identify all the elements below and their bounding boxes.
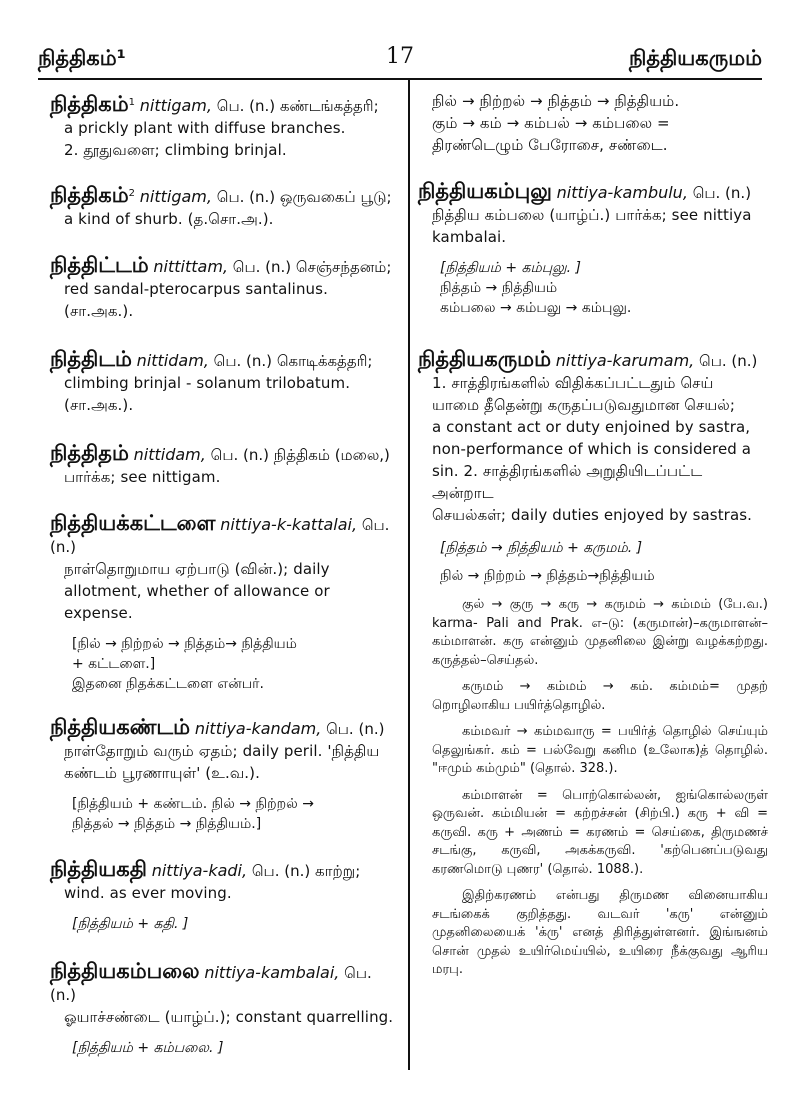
etymology-notes: [432, 596, 768, 980]
entry-nittittam: [50, 254, 398, 322]
note-paragraph: கம்மாளன் = பொற்கொல்லன், ஐங்கொல்லருள் ஒருவன். கம்மியன் = கற்றச்சன் (சிற்பி.) கரு + வி = கருவி. கரு + அணம் = கரணம் = செய்கை, திருமணச் சடங்கு, கருவி, அகக்கருவி. 'கற்பெனப்படுவது கரணமொடு புணர' (தொல். 1088.).: [432, 787, 768, 877]
entry-nittigam-2: [50, 183, 398, 230]
definition-line: கொடிக்கத்தரி;: [276, 352, 373, 370]
homonym-number: 1: [128, 97, 135, 108]
headword: நித்தியகண்டம்: [50, 715, 191, 739]
definition-line: 2. தூதுவளை; climbing brinjal.: [64, 141, 287, 159]
transliteration: nittiya-kadi,: [151, 861, 248, 880]
etymology-line: [நித்தியம் + கம்பலை. ]: [72, 1040, 224, 1056]
headword: நித்தியகருமம்: [418, 347, 551, 371]
entry-nittiya-karumam: [418, 348, 768, 586]
transliteration: nittidam,: [133, 445, 206, 464]
etymology-line: [நித்தியம் + கதி. ]: [72, 916, 189, 932]
etymology-line: இதனை நிதக்கட்டளை என்பர்.: [72, 676, 264, 692]
header-left-guideword: நித்திகம்¹: [38, 46, 126, 70]
part-of-speech: பெ. (n.): [210, 446, 269, 464]
definition-line: ஓயாச்சண்டை (யாழ்ப்.); constant quarrelling.: [64, 1008, 394, 1026]
transliteration: nittigam,: [139, 96, 212, 115]
column-divider: [408, 80, 410, 1070]
transliteration: nittidam,: [136, 351, 209, 370]
headword: நித்திதம்: [50, 441, 129, 465]
note-paragraph: கருமம் → கம்மம் → கம். கம்மம்= முதற் றொழிலாகிய பயிர்த்தொழில்.: [432, 679, 768, 713]
etymology-line: நில் → நிற்றம் → நித்தம்→நித்தியம்: [440, 568, 655, 584]
transliteration: nittiya-karumam,: [555, 351, 695, 370]
etymology-line: + கட்டளை.]: [72, 656, 156, 672]
etymology-line: [நித்தியம் + கம்புலு. ]: [440, 260, 581, 276]
note-paragraph: கம்மவர் → கம்மவாரு = பயிர்த் தொழில் செய்யும் தெலுங்கர். கம் = பல்வேறு கனிம (உலோக)த் தொழில். "ஈமும் கம்மும்" (தொல். 328.).: [432, 724, 768, 776]
transliteration: nittigam,: [139, 187, 212, 206]
part-of-speech: பெ. (n.): [50, 964, 372, 1004]
entry-nittiya-kadi: [50, 858, 398, 934]
definition-line: நாள்தோறும் வரும் ஏதம்; daily peril. 'நித்திய: [64, 742, 380, 760]
entry-nittiya-kandam: [50, 716, 398, 834]
part-of-speech: பெ. (n.): [251, 862, 311, 880]
definition-line: செஞ்சந்தனம்;: [295, 258, 392, 276]
definition-line: ஒருவகைப் பூடு;: [279, 188, 392, 206]
note-paragraph: குல் → குரு → கரு → கருமம் → கம்மம் (பே.வ.) karma- Pali and Prak. எ–டு: (கருமான்)–கருமாளன்– கம்மாளன். கரு என்னும் முதனிலை இன்று வழக்கற்றது. கருத்தல்–செய்தல்.: [432, 597, 768, 668]
part-of-speech: பெ. (n.): [699, 352, 758, 370]
definition-line: நாள்தொறுமாய ஏற்பாடு (வின்.); daily: [64, 560, 330, 578]
continuation-line: திரண்டெழும் பேரோசை, சண்டை.: [432, 136, 668, 154]
transliteration: nittiya-kandam,: [194, 719, 322, 738]
definition-line: 1. சாத்திரங்களில் விதிக்கப்பட்டதும் செய்: [432, 374, 714, 392]
left-column: [50, 90, 398, 1058]
entry-nittiya-kambulu: [418, 180, 768, 318]
part-of-speech: பெ. (n.): [326, 720, 385, 738]
part-of-speech: பெ. (n.): [50, 516, 390, 556]
definition-line: பார்க்க; see nittigam.: [64, 468, 221, 486]
etymology-line: கம்பலை → கம்பலு → கம்புலு.: [440, 300, 632, 316]
entry-nittiya-kambalai: [50, 960, 398, 1058]
continuation-block: [432, 90, 768, 156]
definition-line: செயல்கள்; daily duties enjoyed by sastras.: [432, 506, 753, 524]
headword: நித்தியகதி: [50, 857, 147, 881]
note-paragraph: இதிற்கரணம் என்பது திருமண வினையாகிய சடங்கைக் குறித்தது. வடவர் 'கரு' என்னும் முதனிலையைக் 'க்ரு' எனத் திரித்துள்ளனர். இங்ஙனம் சொன் முதல் உயிர்மெய்யில், உயிரை நீக்குவது ஆரிய மரபு.: [432, 888, 768, 977]
definition-line: a constant act or duty enjoined by sastra,: [432, 418, 751, 436]
definition-line: a prickly plant with diffuse branches.: [64, 119, 346, 137]
transliteration: nittiya-kambalai,: [204, 963, 340, 982]
transliteration: nittiya-kambulu,: [556, 183, 688, 202]
definition-line: sin. 2. சாத்திரங்களில் அறுதியிடப்பட்ட அன்றாட: [432, 462, 703, 502]
headword: நித்தியகம்பலை: [50, 959, 200, 983]
etymology-line: [நில் → நிற்றல் → நித்தம்→ நித்தியம்: [72, 636, 297, 652]
definition-line: kambalai.: [432, 228, 507, 246]
part-of-speech: பெ. (n.): [692, 184, 752, 202]
definition-line: கண்டம் பூரணாயுள்' (உ.வ.).: [64, 764, 260, 782]
definition-line: allotment, whether of allowance or expense.: [64, 582, 330, 622]
entry-nittigam-1: [50, 92, 398, 161]
right-column: [418, 90, 768, 980]
etymology-line: [நித்தியம் + கண்டம். நில் → நிற்றல் →: [72, 796, 314, 812]
definition-line: காற்று;: [315, 862, 361, 880]
etymology-line: நித்தம் → நித்தியம்: [440, 280, 558, 296]
definition-line: climbing brinjal - solanum trilobatum. (சா.அக.).: [64, 374, 351, 414]
entry-nittiya-k-kattalai: [50, 512, 398, 694]
headword: நித்திடம்: [50, 347, 132, 371]
etymology-line: நித்தல் → நித்தம் → நித்தியம்.]: [72, 816, 262, 832]
transliteration: nittittam,: [153, 257, 228, 276]
definition-line: red sandal-pterocarpus santalinus. (சா.அக.).: [64, 280, 328, 320]
headword: நித்தியகம்புலு: [418, 179, 552, 203]
definition-line: நித்திகம் (மலை,): [273, 446, 390, 464]
headword: நித்தியக்கட்டளை: [50, 511, 216, 535]
entry-nittidam-2: [50, 442, 398, 488]
part-of-speech: பெ. (n.): [232, 258, 292, 276]
definition-line: non-performance of which is considered a: [432, 440, 752, 458]
page-header: [38, 40, 762, 74]
definition-line: wind. as ever moving.: [64, 884, 232, 902]
continuation-line: நில் → நிற்றல் → நித்தம் → நித்தியம்.: [432, 92, 680, 110]
homonym-number: 2: [128, 188, 135, 199]
part-of-speech: பெ. (n.): [216, 188, 276, 206]
part-of-speech: பெ. (n.): [216, 97, 276, 115]
header-right-guideword: நித்தியகருமம்: [629, 46, 762, 70]
etymology-line: [நித்தம் → நித்தியம் + கருமம். ]: [440, 540, 643, 556]
transliteration: nittiya-k-kattalai,: [220, 515, 358, 534]
part-of-speech: பெ. (n.): [213, 352, 273, 370]
header-rule: [38, 78, 762, 80]
definition-line: நித்திய கம்பலை (யாழ்ப்.) பார்க்க; see nittiya: [432, 206, 752, 224]
definition-line: a kind of shurb. (த.சொ.அ.).: [64, 210, 274, 228]
definition-line: யாமை தீதென்று கருதப்படுவதுமான செயல்;: [432, 396, 736, 414]
headword: நித்திகம்: [50, 183, 129, 207]
headword: நித்திட்டம்: [50, 253, 149, 277]
headword: நித்திகம்: [50, 92, 129, 116]
definition-line: கண்டங்கத்தரி;: [279, 97, 379, 115]
entry-nittidam: [50, 348, 398, 416]
page-number: 17: [386, 44, 414, 69]
continuation-line: கும் → கம் → கம்பல் → கம்பலை =: [432, 114, 670, 132]
